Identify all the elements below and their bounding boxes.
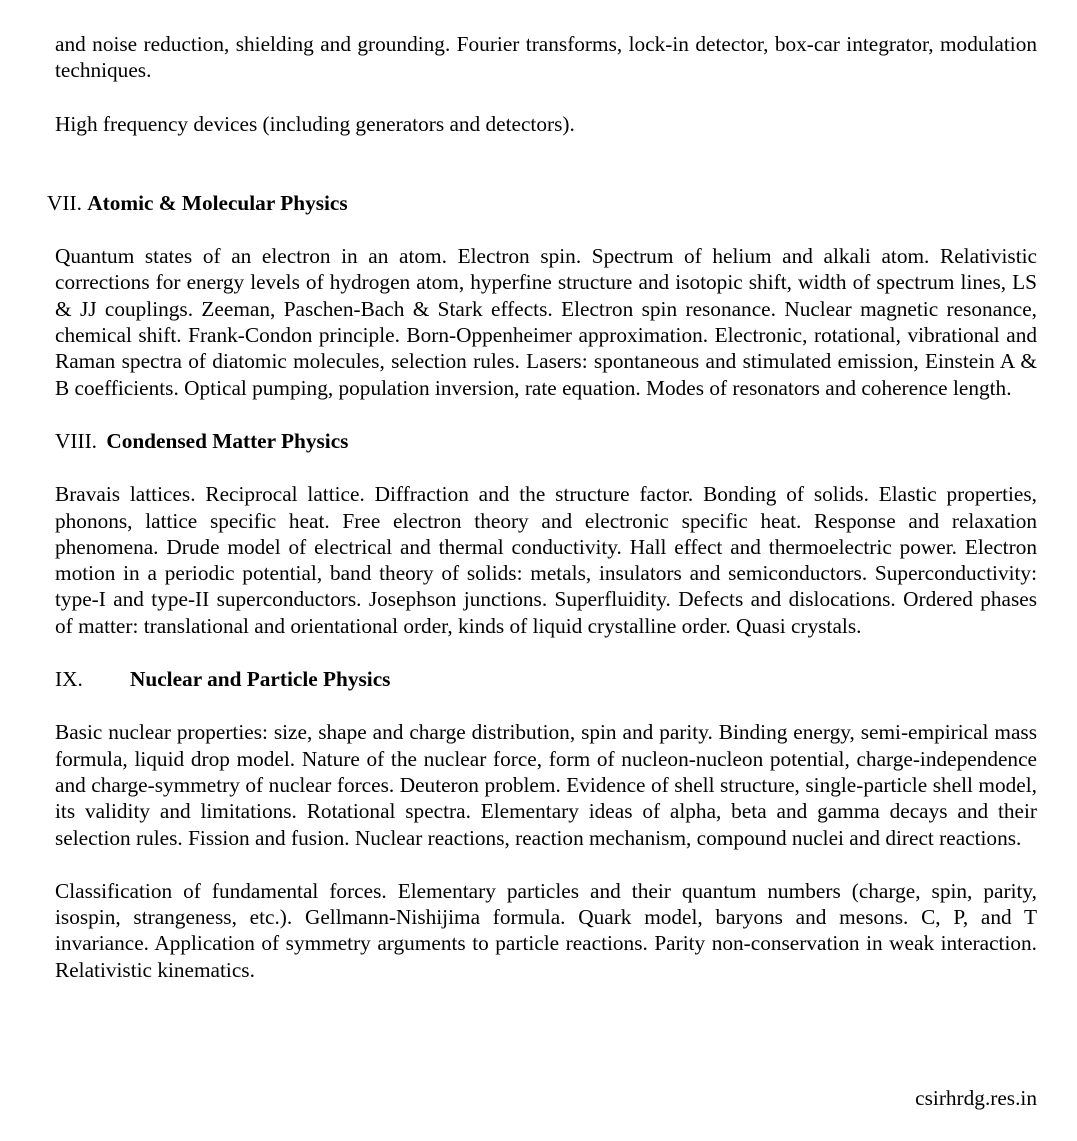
section-heading-viii bbox=[55, 428, 1037, 454]
footer-website: csirhrdg.res.in bbox=[915, 1086, 1037, 1110]
section-title: Atomic & Molecular Physics bbox=[87, 190, 348, 215]
section-number: VIII. bbox=[55, 428, 97, 453]
section-number: VII. bbox=[47, 190, 82, 215]
section-number: IX. bbox=[55, 667, 83, 692]
section-heading-vii bbox=[47, 190, 1037, 216]
section-viii-paragraph: Bravais lattices. Reciprocal lattice. Diffraction and the structure factor. Bonding of solids. Elastic properties, phonons, lattice specific heat. Free electron theory and electronic specific heat. Response and relaxation phenomena. Drude model of electrical and thermal conductivity. Hall effect and thermoelectric power. Electron motion in a periodic potential, band theory of solids: metals, insulators and semiconductors. Superconductivity: type-I and type-II superconductors. Josephson junctions. Superfluidity. Defects and dislocations. Ordered phases of matter: translational and orientational order, kinds of liquid crystalline order. Quasi crystals. bbox=[55, 482, 1037, 638]
section-title: Nuclear and Particle Physics bbox=[130, 667, 391, 692]
section-vii-paragraph: Quantum states of an electron in an atom. Electron spin. Spectrum of helium and alkali atom. Relativistic corrections for energy levels of hydrogen atom, hyperfine structure and isotopic shift, width of spectrum lines, LS & JJ couplings. Zeeman, Paschen-Bach & Stark effects. Electron spin resonance. Nuclear magnetic resonance, chemical shift. Frank-Condon principle. Born-Oppenheimer approximation. Electronic, rotational, vibrational and Raman spectra of diatomic molecules, selection rules. Lasers: spontaneous and stimulated emission, Einstein A & B coefficients. Optical pumping, population inversion, rate equation. Modes of resonators and coherence length. bbox=[55, 244, 1037, 400]
section-ix-paragraph-1: Basic nuclear properties: size, shape and charge distribution, spin and parity. Binding energy, semi-empirical mass formula, liquid drop model. Nature of the nuclear force, form of nucleon-nucleon potential, charge-independence and charge-symmetry of nuclear forces. Deuteron problem. Evidence of shell structure, single-particle shell model, its validity and limitations. Rotational spectra. Elementary ideas of alpha, beta and gamma decays and their selection rules. Fission and fusion. Nuclear reactions, reaction mechanism, compound nuclei and direct reactions. bbox=[55, 720, 1037, 850]
section-ix-paragraph-2: Classification of fundamental forces. Elementary particles and their quantum numbers (charge, spin, parity, isospin, strangeness, etc.). Gellmann-Nishijima formula. Quark model, baryons and mesons. C, P, and T invariance. Application of symmetry arguments to particle reactions. Parity non-conservation in weak interaction. Relativistic kinematics. bbox=[55, 878, 1037, 982]
section-title: Condensed Matter Physics bbox=[106, 428, 349, 453]
intro-paragraph-2: High frequency devices (including generators and detectors). bbox=[55, 111, 575, 136]
intro-paragraph-1: and noise reduction, shielding and grounding. Fourier transforms, lock-in detector, box-car integrator, modulation techniques. bbox=[55, 32, 1037, 83]
section-heading-ix bbox=[55, 666, 1037, 692]
document-page bbox=[47, 31, 1037, 983]
